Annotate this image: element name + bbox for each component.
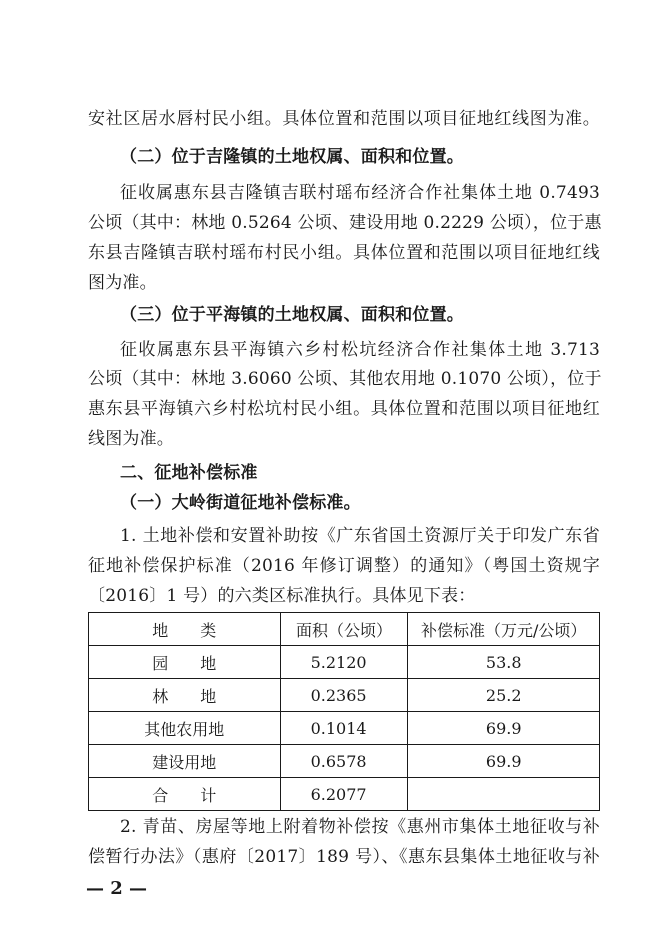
cell-area: 6.2077: [280, 778, 408, 811]
table-row: [89, 712, 600, 745]
cell-area: 5.2120: [280, 646, 408, 679]
section-heading: 二、征地补偿标准: [120, 463, 258, 483]
paragraph-line: 偿暂行办法》（惠府〔2017〕189 号）、《惠东县集体土地征收与补: [88, 847, 600, 867]
compensation-table: [88, 612, 600, 811]
cell-standard: 25.2: [408, 679, 600, 712]
paragraph-line: 〔2016〕1 号）的六类区标准执行。具体见下表：: [88, 586, 476, 606]
table-total-row: [89, 778, 600, 811]
table-header-row: [89, 613, 600, 646]
header-standard: 补偿标准（万元/公顷）: [408, 613, 600, 646]
paragraph-line: 征收属惠东县平海镇六乡村松坑经济合作社集体土地 3.713: [120, 340, 600, 360]
paragraph-line: 公顷（其中：林地 3.6060 公顷、其他农用地 0.1070 公顷），位于: [88, 369, 602, 389]
paragraph-line: 东县吉隆镇吉联村瑶布村民小组。具体位置和范围以项目征地红线: [88, 243, 600, 263]
paragraph-line: 2. 青苗、房屋等地上附着物补偿按《惠州市集体土地征收与补: [120, 817, 600, 837]
cell-land-type: 建设用地: [89, 745, 281, 778]
cell-land-type: 园 地: [89, 646, 281, 679]
cell-standard: 53.8: [408, 646, 600, 679]
cell-standard: [408, 778, 600, 811]
paragraph-line: 征收属惠东县吉隆镇吉联村瑶布经济合作社集体土地 0.7493: [120, 183, 600, 203]
table-row: [89, 745, 600, 778]
paragraph-line: 公顷（其中：林地 0.5264 公顷、建设用地 0.2229 公顷），位于惠: [88, 213, 602, 233]
paragraph-line: 图为准。: [88, 273, 157, 293]
header-land-type: 地 类: [89, 613, 281, 646]
paragraph-line: 1. 土地补偿和安置补助按《广东省国土资源厅关于印发广东省: [120, 526, 600, 546]
subsection-heading: （一）大岭街道征地补偿标准。: [120, 493, 361, 513]
paragraph-line: 安社区居水唇村民小组。具体位置和范围以项目征地红线图为准。: [88, 109, 600, 129]
cell-land-type: 合 计: [89, 778, 281, 811]
cell-standard: 69.9: [408, 745, 600, 778]
section-heading: （二）位于吉隆镇的土地权属、面积和位置。: [120, 147, 464, 167]
page-number: — 2 —: [86, 878, 148, 899]
table-row: [89, 679, 600, 712]
paragraph-line: 征地补偿保护标准（2016 年修订调整）的通知》（粤国土资规字: [88, 556, 600, 576]
table-row: [89, 646, 600, 679]
cell-land-type: 其他农用地: [89, 712, 281, 745]
cell-area: 0.2365: [280, 679, 408, 712]
paragraph-line: 惠东县平海镇六乡村松坑村民小组。具体位置和范围以项目征地红: [88, 399, 600, 419]
cell-standard: 69.9: [408, 712, 600, 745]
cell-area: 0.1014: [280, 712, 408, 745]
cell-land-type: 林 地: [89, 679, 281, 712]
section-heading: （三）位于平海镇的土地权属、面积和位置。: [120, 305, 464, 325]
header-area: 面积（公顷）: [280, 613, 408, 646]
paragraph-line: 线图为准。: [88, 429, 174, 449]
cell-area: 0.6578: [280, 745, 408, 778]
